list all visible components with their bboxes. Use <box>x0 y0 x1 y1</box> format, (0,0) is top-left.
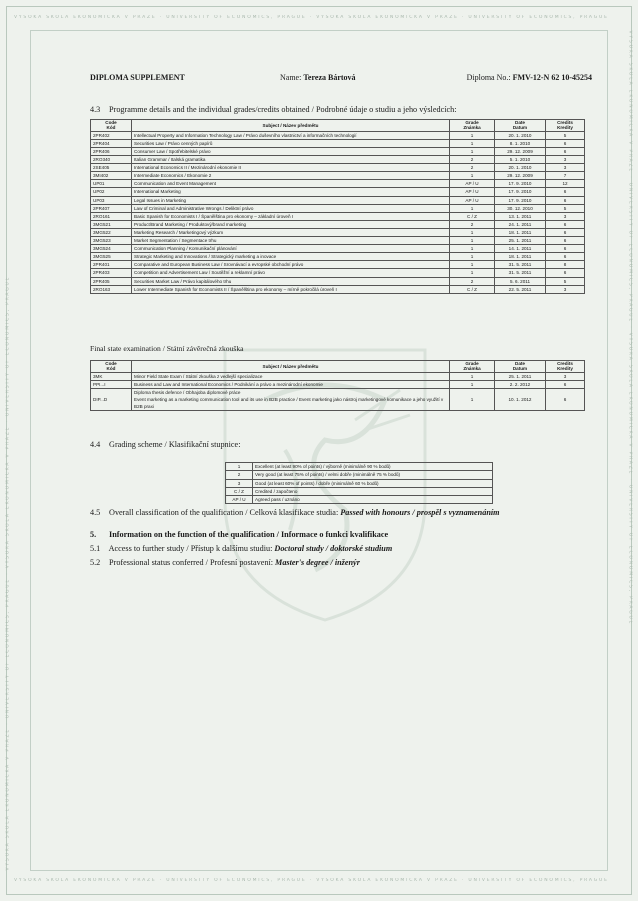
section-text: Professional status conferred / Profesní postavení: <box>109 558 273 567</box>
cell-credits: 12 <box>546 180 585 188</box>
cell-grade-description: Agreed pass / uznáno <box>253 496 493 504</box>
cell-credits: 6 <box>546 253 585 261</box>
diploma-number-label: Diploma No.: <box>466 73 511 82</box>
column-header-credits: Credits Kredity <box>546 120 585 132</box>
table-row <box>226 496 493 504</box>
cell-subject: Intellectual Property and Information Technology Law / Právo duševního vlastnictví a informačních technologií <box>132 131 450 139</box>
cell-grade: 1 <box>450 261 495 269</box>
cell-grade: 1 <box>450 237 495 245</box>
cell-grade: 1 <box>450 253 495 261</box>
section-text: Grading scheme / Klasifikační stupnice: <box>109 440 241 449</box>
table-row <box>91 212 585 220</box>
border-text-right: VYSOKÁ ŠKOLA EKONOMICKÁ V PRAZE · UNIVERSITY OF ECONOMICS, PRAGUE · VYSOKÁ ŠKOLA EKONOMICKÁ V PRAZE · UNIVERSITY OF ECONOMICS, PRAGUE <box>627 30 633 626</box>
cell-subject: Basic Spanish for Economists I / Španělština pro ekonomy – základní úroveň I <box>132 212 450 220</box>
cell-credits: 8 <box>546 261 585 269</box>
cell-subject: Strategic Marketing and Innovations / Strategický marketing a inovace <box>132 253 450 261</box>
section-5-1-line <box>90 544 392 553</box>
border-text-bottom: VYSOKÁ ŠKOLA EKONOMICKÁ V PRAZE · UNIVERSITY OF ECONOMICS, PRAGUE · VYSOKÁ ŠKOLA EKONOMICKÁ V PRAZE · UNIVERSITY OF ECONOMICS, PRAGUE <box>14 878 609 883</box>
cell-code: 2RO163 <box>91 285 132 293</box>
cell-subject: Consumer Law / Spotřebitelské právo <box>132 148 450 156</box>
column-header-subject: Subject / Název předmětu <box>132 361 450 373</box>
section-5-heading <box>90 530 388 539</box>
column-header-grade: Grade Známka <box>450 120 495 132</box>
diploma-number-value: FMV-12-N 62 10-45254 <box>512 73 592 82</box>
cell-credits: 6 <box>546 228 585 236</box>
cell-grade: AP / U <box>450 188 495 196</box>
cell-code: 3MG524 <box>91 245 132 253</box>
cell-subject: Communication and Event Management <box>132 180 450 188</box>
cell-grade: 1 <box>450 139 495 147</box>
section-4-4-heading <box>90 440 240 449</box>
cell-code: UP01 <box>91 180 132 188</box>
cell-grade: 2 <box>450 220 495 228</box>
section-number: 4.4 <box>90 440 101 449</box>
student-name-field <box>280 73 356 82</box>
cell-date: 20. 1. 2010 <box>495 164 546 172</box>
cell-grade-description: Good (at least 60% of points) / dobře (minimálně 60 % bodů) <box>253 479 493 487</box>
cell-grade: 1 <box>450 372 495 380</box>
cell-subject: Law of Criminal and Administrative Wrongs / Deliktní právo <box>132 204 450 212</box>
cell-grade: 1 <box>450 380 495 388</box>
cell-date: 13. 1. 2011 <box>495 212 546 220</box>
table-row <box>91 228 585 236</box>
section-text: Information on the function of the qualification / Informace o funkci kvalifikace <box>109 530 389 539</box>
table-row <box>226 463 493 471</box>
cell-credits: 3 <box>546 212 585 220</box>
cell-code: 3MI402 <box>91 172 132 180</box>
document-header <box>90 73 600 85</box>
table-row <box>91 253 585 261</box>
cell-date: 17. 9. 2010 <box>495 196 546 204</box>
professional-status-value: Master's degree / inženýr <box>275 558 360 567</box>
table-row <box>91 372 585 380</box>
table-row <box>91 148 585 156</box>
cell-date: 2. 2. 2012 <box>495 380 546 388</box>
cell-credits: 5 <box>546 204 585 212</box>
cell-credits: 6 <box>546 196 585 204</box>
cell-date: 30. 12. 2010 <box>495 204 546 212</box>
table-row <box>91 261 585 269</box>
cell-grade-mark: AP / U <box>226 496 253 504</box>
cell-grade: 1 <box>450 388 495 410</box>
cell-subject: Minor Field State Exam / Státní zkouška z vedlejší specializace <box>132 372 450 380</box>
cell-grade: 2 <box>450 164 495 172</box>
table-row <box>91 196 585 204</box>
grading-scheme-body <box>226 463 493 504</box>
cell-date: 25. 1. 2011 <box>495 237 546 245</box>
section-text: Programme details and the individual grades/credits obtained / Podrobné údaje o studiu a jeho výsledcích: <box>109 105 457 114</box>
cell-date: 25. 1. 2011 <box>495 372 546 380</box>
student-name-value: Tereza Bártová <box>303 73 356 82</box>
cell-grade: AP / U <box>450 196 495 204</box>
further-study-value: Doctoral study / doktorské studium <box>274 544 393 553</box>
cell-grade: AP / U <box>450 180 495 188</box>
cell-code: PPI...I <box>91 380 132 388</box>
table-row <box>91 204 585 212</box>
cell-grade: 1 <box>450 172 495 180</box>
cell-code: 2PR404 <box>91 139 132 147</box>
final-exam-table <box>90 360 585 411</box>
cell-code: 2SE405 <box>91 164 132 172</box>
table-row <box>91 220 585 228</box>
table-row <box>226 479 493 487</box>
border-text-top: VYSOKÁ ŠKOLA EKONOMICKÁ V PRAZE · UNIVERSITY OF ECONOMICS, PRAGUE · VYSOKÁ ŠKOLA EKONOMICKÁ V PRAZE · UNIVERSITY OF ECONOMICS, PRAGUE <box>14 15 609 20</box>
cell-code: UP02 <box>91 188 132 196</box>
cell-subject: Product/Brand Marketing / Produktový/brand marketing <box>132 220 450 228</box>
cell-credits: 3 <box>546 156 585 164</box>
column-header-date: Date Datum <box>495 361 546 373</box>
cell-code: UP03 <box>91 196 132 204</box>
final-exam-heading: Final state examination / Státní závěrečná zkouška <box>90 344 244 353</box>
cell-date: 17. 9. 2010 <box>495 180 546 188</box>
cell-code: 3MG525 <box>91 253 132 261</box>
table-row <box>91 380 585 388</box>
cell-grade-mark: C / Z <box>226 487 253 495</box>
section-number: 5.1 <box>90 544 101 553</box>
cell-date: 29. 12. 2009 <box>495 148 546 156</box>
cell-subject: Comparative and European Business Law / Srovnávací a evropské obchodní právo <box>132 261 450 269</box>
cell-subject: Intermediate Economics / Ekonomie 2 <box>132 172 450 180</box>
table-row <box>91 180 585 188</box>
column-header-code: Code Kód <box>91 120 132 132</box>
column-header-date: Date Datum <box>495 120 546 132</box>
cell-grade: C / Z <box>450 285 495 293</box>
cell-code: 3MG522 <box>91 228 132 236</box>
cell-credits: 6 <box>546 269 585 277</box>
cell-grade: 1 <box>450 148 495 156</box>
table-row <box>91 172 585 180</box>
section-text: Overall classification of the qualification / Celková klasifikace studia: <box>109 508 339 517</box>
section-number: 5. <box>90 530 97 539</box>
cell-date: 14. 1. 2011 <box>495 245 546 253</box>
table-row <box>91 156 585 164</box>
cell-credits: 6 <box>546 188 585 196</box>
cell-date: 31. 5. 2011 <box>495 269 546 277</box>
cell-date: 20. 1. 2010 <box>495 131 546 139</box>
cell-grade: 1 <box>450 131 495 139</box>
table-row <box>91 237 585 245</box>
table-row <box>91 139 585 147</box>
cell-subject: Securities Law / Právo cenných papírů <box>132 139 450 147</box>
cell-date: 18. 1. 2011 <box>495 228 546 236</box>
cell-code: 3MG521 <box>91 220 132 228</box>
cell-credits: 6 <box>546 237 585 245</box>
table-row <box>91 245 585 253</box>
cell-date: 22. 5. 2011 <box>495 285 546 293</box>
table-row <box>91 164 585 172</box>
document-title: DIPLOMA SUPPLEMENT <box>90 73 185 82</box>
diploma-number-field <box>467 73 592 82</box>
cell-grade-description: Excellent (at least 90% of points) / výborně (minimálně 90 % bodů) <box>253 463 493 471</box>
cell-credits: 7 <box>546 172 585 180</box>
final-exam-table-body <box>91 372 585 410</box>
cell-code: 2PR402 <box>91 131 132 139</box>
section-4-3-heading <box>90 105 456 114</box>
cell-date: 5. 1. 2010 <box>495 156 546 164</box>
table-row <box>91 131 585 139</box>
cell-code: 2RO340 <box>91 156 132 164</box>
cell-code: 2RO161 <box>91 212 132 220</box>
cell-subject: Business and Law and International Economics / Podnikání a právo a mezinárodní ekonomie <box>132 380 450 388</box>
cell-grade: 2 <box>450 277 495 285</box>
overall-classification-value: Passed with honours / prospěl s vyznamenáním <box>340 508 500 517</box>
cell-date: 5. 6. 2011 <box>495 277 546 285</box>
cell-credits: 6 <box>546 148 585 156</box>
cell-grade: 1 <box>450 228 495 236</box>
cell-date: 8. 1. 2010 <box>495 139 546 147</box>
cell-code: 2PR406 <box>91 148 132 156</box>
cell-grade: 2 <box>450 156 495 164</box>
cell-credits: 6 <box>546 245 585 253</box>
cell-date: 29. 12. 2009 <box>495 172 546 180</box>
table-row <box>226 487 493 495</box>
cell-date: 18. 1. 2011 <box>495 253 546 261</box>
cell-grade-mark: 2 <box>226 471 253 479</box>
table-row <box>91 277 585 285</box>
courses-table <box>90 119 585 294</box>
cell-credits: 5 <box>546 277 585 285</box>
courses-table-header <box>91 120 585 132</box>
section-number: 4.5 <box>90 508 101 517</box>
final-exam-table-header <box>91 361 585 373</box>
section-5-2-line <box>90 558 360 567</box>
border-text-left: VYSOKÁ ŠKOLA EKONOMICKÁ V PRAZE · UNIVERSITY OF ECONOMICS, PRAGUE · VYSOKÁ ŠKOLA EKONOMICKÁ V PRAZE · UNIVERSITY OF ECONOMICS, PRAGUE <box>5 275 11 871</box>
section-number: 5.2 <box>90 558 101 567</box>
student-name-label: Name: <box>280 73 302 82</box>
cell-subject: Lower Intermediate Spanish for Economists II / Španělština pro ekonomy – mírně pokročilá úroveň I <box>132 285 450 293</box>
table-row <box>226 471 493 479</box>
table-row <box>91 188 585 196</box>
courses-table-body <box>91 131 585 293</box>
section-text: Access to further study / Přístup k dalšímu studiu: <box>108 544 273 553</box>
cell-date: 10. 1. 2012 <box>495 388 546 410</box>
table-row <box>91 285 585 293</box>
cell-grade: 1 <box>450 245 495 253</box>
column-header-code: Code Kód <box>91 361 132 373</box>
column-header-grade: Grade Známka <box>450 361 495 373</box>
cell-credits: 5 <box>546 131 585 139</box>
section-number: 4.3 <box>90 105 101 114</box>
cell-subject: Legal Issues in Marketing <box>132 196 450 204</box>
cell-subject: International Marketing <box>132 188 450 196</box>
cell-date: 17. 9. 2010 <box>495 188 546 196</box>
cell-grade: 1 <box>450 204 495 212</box>
column-header-subject: Subject / Název předmětu <box>132 120 450 132</box>
table-row <box>91 269 585 277</box>
cell-subject: International Economics II / Mezinárodní ekonomie II <box>132 164 450 172</box>
cell-code: 2PR407 <box>91 204 132 212</box>
cell-grade: C / Z <box>450 212 495 220</box>
cell-credits: 3 <box>546 285 585 293</box>
cell-grade: 1 <box>450 269 495 277</box>
cell-code: 3MG523 <box>91 237 132 245</box>
cell-grade-mark: 3 <box>226 479 253 487</box>
cell-credits: 6 <box>546 380 585 388</box>
cell-grade-description: Very good (at least 75% of points) / velmi dobře (minimálně 75 % bodů) <box>253 471 493 479</box>
cell-credits: 6 <box>546 220 585 228</box>
cell-subject: Market Segmentation / Segmentace trhu <box>132 237 450 245</box>
cell-credits: 6 <box>546 388 585 410</box>
cell-subject: Marketing Research / Marketingový výzkum <box>132 228 450 236</box>
cell-credits: 3 <box>546 164 585 172</box>
grading-scheme-table <box>225 462 493 504</box>
cell-grade-mark: 1 <box>226 463 253 471</box>
cell-code: 2PR401 <box>91 261 132 269</box>
cell-code: 2PR403 <box>91 269 132 277</box>
cell-credits: 3 <box>546 372 585 380</box>
cell-subject: Italian Grammar / Italská gramatika <box>132 156 450 164</box>
section-4-5-line <box>90 508 500 517</box>
cell-date: 31. 5. 2011 <box>495 261 546 269</box>
cell-code: 2PR405 <box>91 277 132 285</box>
column-header-credits: Credits Kredity <box>546 361 585 373</box>
cell-code: DIP...D <box>91 388 132 410</box>
cell-subject: Competition and Advertisement Law / Soutěžní a reklamní právo <box>132 269 450 277</box>
cell-date: 24. 1. 2011 <box>495 220 546 228</box>
cell-subject: Diploma thesis defence / Obhajoba diplomové práce Event marketing as a marketing communication tool and its use in B2B practice / Event marketing jako nástroj marketingové komunikace a jeho využití v B2B praxi <box>132 388 450 410</box>
cell-code: 3MK <box>91 372 132 380</box>
table-row <box>91 388 585 410</box>
cell-subject: Communication Planning / Komunikační plánování <box>132 245 450 253</box>
cell-credits: 6 <box>546 139 585 147</box>
cell-subject: Securities Market Law / Právo kapitálového trhu <box>132 277 450 285</box>
cell-grade-description: Credited / započteno <box>253 487 493 495</box>
